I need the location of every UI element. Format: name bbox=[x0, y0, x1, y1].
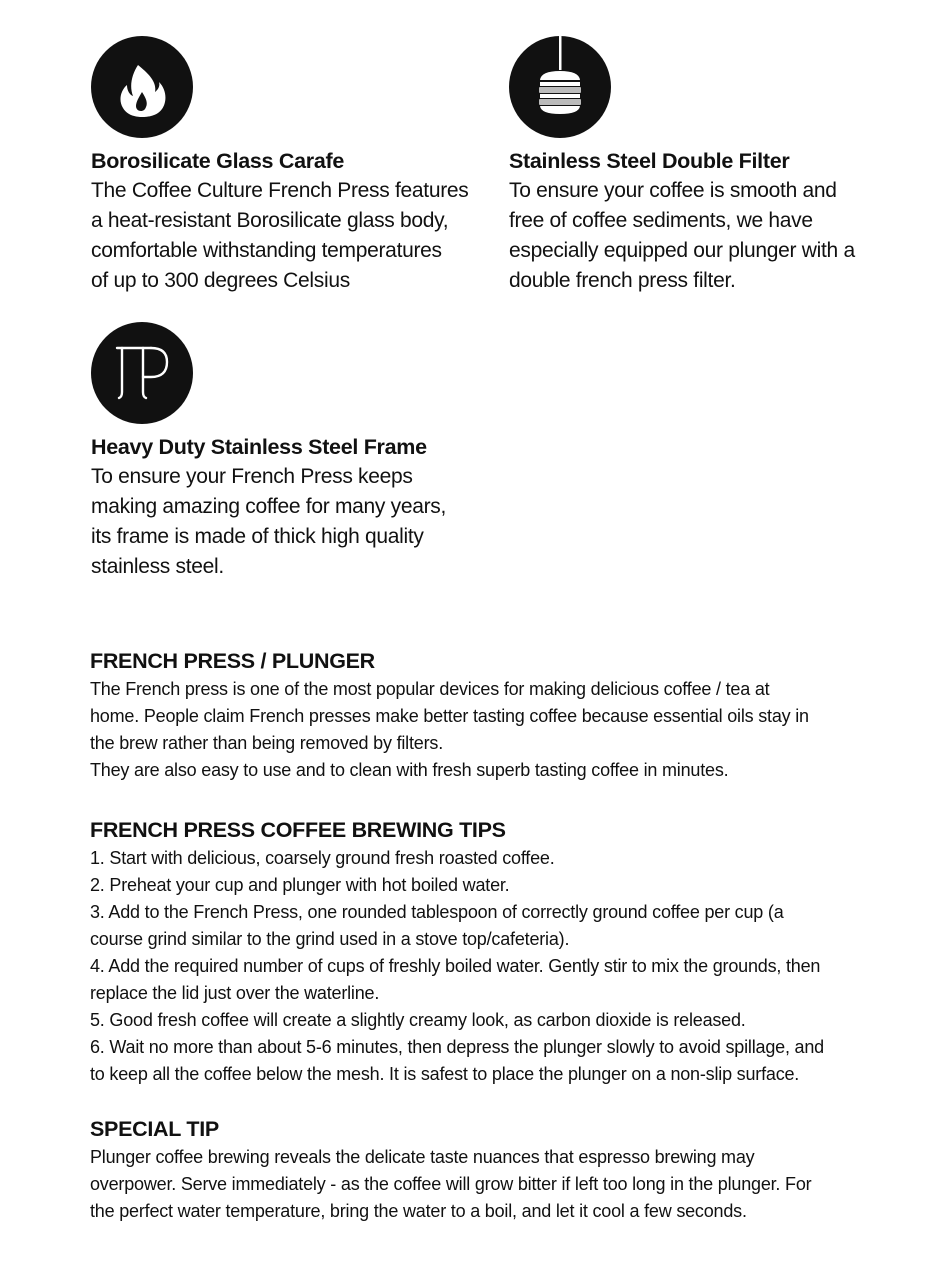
section-heading: SPECIAL TIP bbox=[90, 1117, 219, 1141]
section-body: The French press is one of the most popular devices for making delicious coffee / tea at home. People claim French presses make better tasting coffee because essential oils stay in the brew rather than being removed by filters. They are also easy to use and to clean with fresh superb tasting coffee in minutes. bbox=[90, 679, 809, 780]
section-body: 1. Start with delicious, coarsely ground fresh roasted coffee. 2. Preheat your cup and plunger with hot boiled water. 3. Add to the French Press, one rounded tablespoon of correctly ground coffee per cup (a course grind similar to the grind used in a stove top/cafeteria). 4. Add the required number of cups of freshly boiled water. Gently stir to mix the grounds, then replace the lid just over the waterline. 5. Good fresh coffee will create a slightly creamy look, as carbon dioxide is released. 6. Wait no more than about 5-6 minutes, then depress the plunger slowly to avoid spillage, and to keep all the coffee below the mesh. It is safest to place the plunger on a non-slip surface. bbox=[90, 848, 824, 1084]
section-heading: FRENCH PRESS / PLUNGER bbox=[90, 649, 375, 673]
filter-plunger-icon bbox=[509, 36, 611, 138]
feature-steel-frame bbox=[91, 322, 471, 582]
feature-glass-carafe bbox=[91, 36, 471, 296]
feature-description: The Coffee Culture French Press features a heat-resistant Borosilicate glass body, comfortable withstanding temperatures of up to 300 degrees Celsius bbox=[91, 179, 469, 292]
feature-description: To ensure your French Press keeps making amazing coffee for many years, its frame is made of thick high quality stainless steel. bbox=[91, 465, 447, 578]
feature-double-filter bbox=[509, 36, 889, 296]
feature-title: Borosilicate Glass Carafe bbox=[91, 149, 345, 173]
feature-title: Stainless Steel Double Filter bbox=[509, 149, 790, 173]
section-body: Plunger coffee brewing reveals the delicate taste nuances that espresso brewing may overpower. Serve immediately - as the coffee will grow bitter if left too long in the plunger. For the perfect water temperature, bring the water to a boil, and let it cool a few seconds. bbox=[90, 1147, 812, 1221]
flame-icon bbox=[91, 36, 193, 138]
section-special-tip bbox=[90, 1114, 880, 1225]
section-brewing-tips bbox=[90, 815, 880, 1088]
steel-frame-icon bbox=[91, 322, 193, 424]
section-french-press bbox=[90, 646, 880, 784]
feature-description: To ensure your coffee is smooth and free of coffee sediments, we have especially equipped our plunger with a double french press filter. bbox=[509, 179, 855, 292]
section-heading: FRENCH PRESS COFFEE BREWING TIPS bbox=[90, 818, 506, 842]
feature-title: Heavy Duty Stainless Steel Frame bbox=[91, 435, 427, 459]
